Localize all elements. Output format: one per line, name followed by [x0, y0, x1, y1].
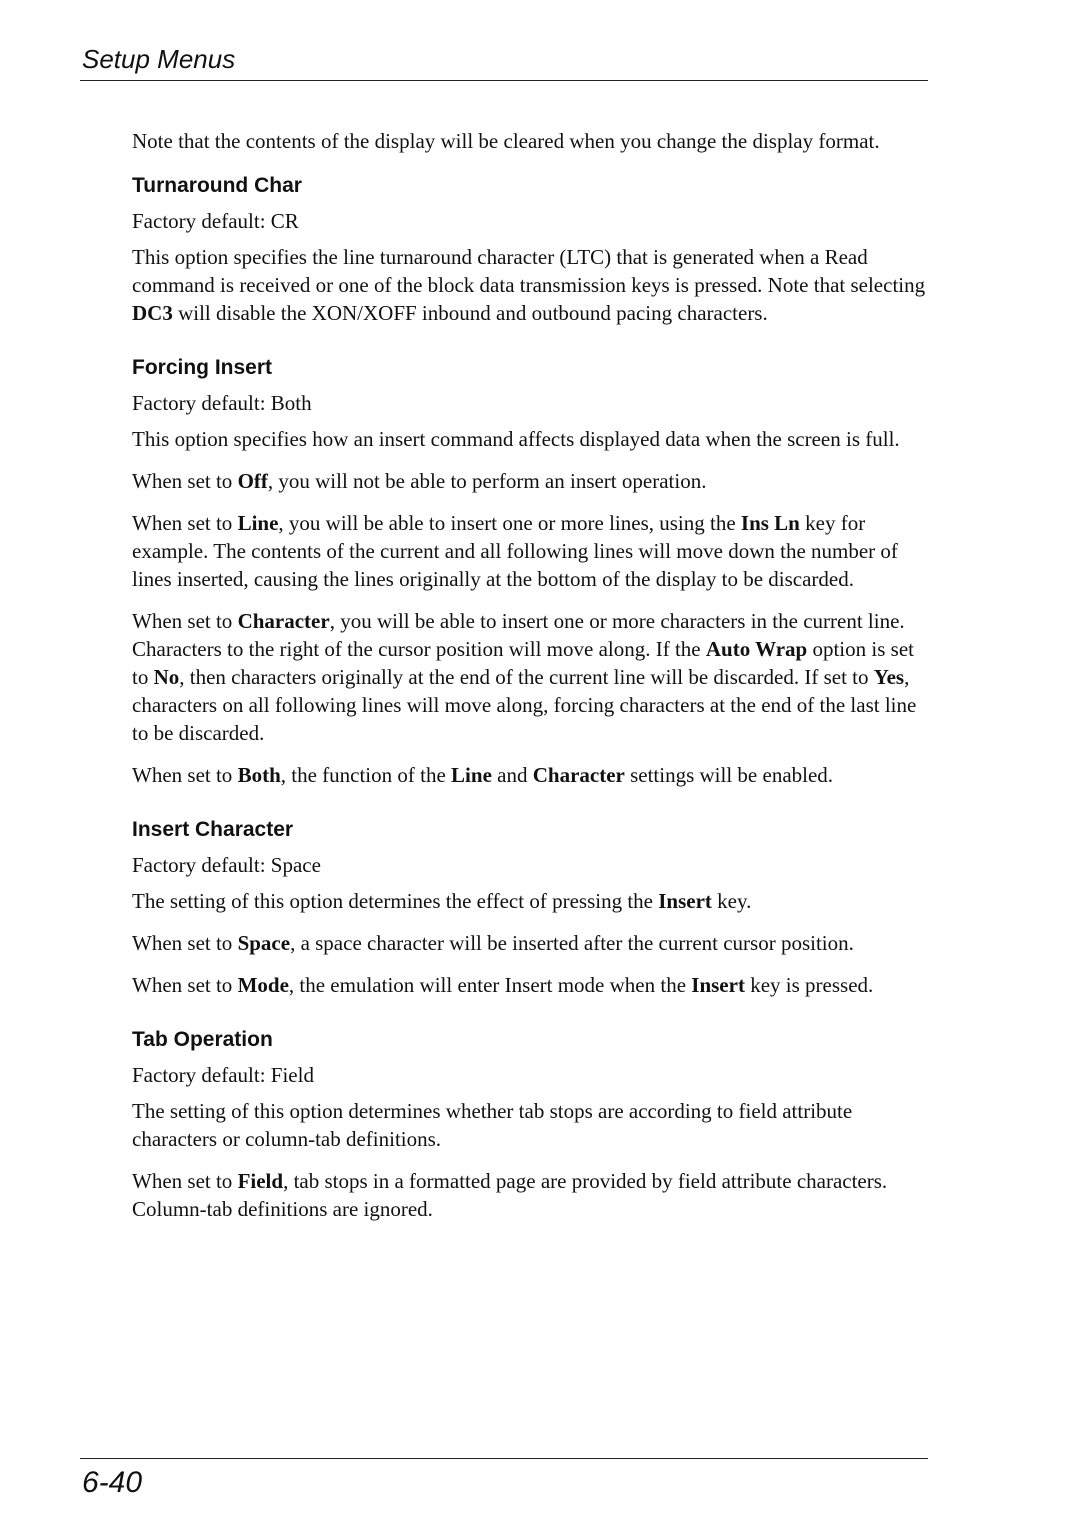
text-run: , the function of the	[280, 763, 452, 787]
running-header: Setup Menus	[82, 44, 236, 74]
insert-character-description	[132, 887, 928, 915]
bold-term: Yes	[873, 665, 905, 689]
forcing-character-paragraph	[132, 607, 928, 747]
forcing-description: This option specifies how an insert command affects displayed data when the screen is full.	[132, 427, 900, 451]
text-run: , you will be able to insert one or more characters in the current line. Characters to the right of the cursor position will move along. If the	[132, 609, 905, 661]
insert-mode-paragraph	[132, 971, 928, 999]
insert-space-paragraph	[132, 929, 928, 957]
insert-character-default: Factory default: Space	[132, 853, 321, 877]
tab-field-paragraph	[132, 1167, 928, 1223]
bold-term: Field	[237, 1169, 284, 1193]
tab-operation-heading: Tab Operation	[132, 1028, 273, 1051]
insert-character-heading: Insert Character	[132, 818, 294, 841]
text-run: , the emulation will enter Insert mode when the	[288, 973, 692, 997]
forcing-line-paragraph	[132, 509, 928, 593]
bold-term: Character	[237, 609, 330, 633]
text-run: When set to	[132, 469, 238, 493]
text-run: key is pressed.	[744, 973, 874, 997]
bold-term: Insert	[658, 889, 712, 913]
bold-term: Both	[237, 763, 281, 787]
text-run: key.	[711, 889, 752, 913]
text-run: When set to	[132, 763, 238, 787]
turnaround-description	[132, 243, 928, 327]
text-run: When set to	[132, 931, 238, 955]
text-run: When set to	[132, 973, 238, 997]
bold-term: Space	[237, 931, 291, 955]
footer-rule	[80, 1458, 928, 1459]
bold-term: Auto Wrap	[705, 637, 808, 661]
text-run: settings will be enabled.	[624, 763, 834, 787]
text-run: , then characters originally at the end of the current line will be discarded. If set to	[179, 665, 874, 689]
text-run: When set to	[132, 609, 238, 633]
tab-operation-default: Factory default: Field	[132, 1063, 314, 1087]
header-rule	[80, 80, 928, 81]
text-run: , you will be able to insert one or more lines, using the	[278, 511, 741, 535]
intro-paragraph: Note that the contents of the display will be cleared when you change the display format.	[132, 129, 880, 153]
text-run: , tab stops in a formatted page are provided by field attribute characters. Column-tab definitions are ignored.	[132, 1169, 888, 1221]
forcing-insert-heading: Forcing Insert	[132, 356, 273, 379]
bold-term: Insert	[691, 973, 745, 997]
bold-term: No	[153, 665, 180, 689]
forcing-off-paragraph	[132, 467, 928, 495]
text-run: key for example. The contents of the current and all following lines will move down the number of lines inserted, causing the lines originally at the bottom of the display to be discarded.	[132, 511, 898, 591]
text-run: , characters on all following lines will move along, forcing characters at the end of the last line to be discarded.	[132, 665, 917, 745]
text-run: This option specifies the line turnaround character (LTC) that is generated when a Read command is received or one of the block data transmission keys is pressed. Note that selecting	[132, 245, 926, 297]
text-run: When set to	[132, 1169, 238, 1193]
bold-term: DC3	[132, 301, 173, 325]
text-run: , a space character will be inserted after the current cursor position.	[290, 931, 854, 955]
text-run: , you will not be able to perform an insert operation.	[267, 469, 707, 493]
page-number: 6-40	[82, 1466, 143, 1499]
tab-operation-description: The setting of this option determines whether tab stops are according to field attribute characters or column-tab definitions.	[132, 1099, 853, 1151]
forcing-both-paragraph	[132, 761, 928, 789]
turnaround-char-heading: Turnaround Char	[132, 174, 302, 197]
forcing-default: Factory default: Both	[132, 391, 312, 415]
text-run: option is set to	[132, 637, 914, 689]
text-run: When set to	[132, 511, 238, 535]
bold-term: Line	[237, 511, 279, 535]
bold-term: Off	[237, 469, 268, 493]
bold-term: Mode	[237, 973, 289, 997]
text-run: The setting of this option determines the effect of pressing the	[132, 889, 659, 913]
text-run: and	[491, 763, 533, 787]
bold-term: Ins Ln	[740, 511, 800, 535]
text-run: will disable the XON/XOFF inbound and outbound pacing characters.	[172, 301, 768, 325]
turnaround-default: Factory default: CR	[132, 209, 299, 233]
bold-term: Line	[451, 763, 492, 787]
bold-term: Character	[532, 763, 625, 787]
page-body	[132, 127, 928, 1237]
